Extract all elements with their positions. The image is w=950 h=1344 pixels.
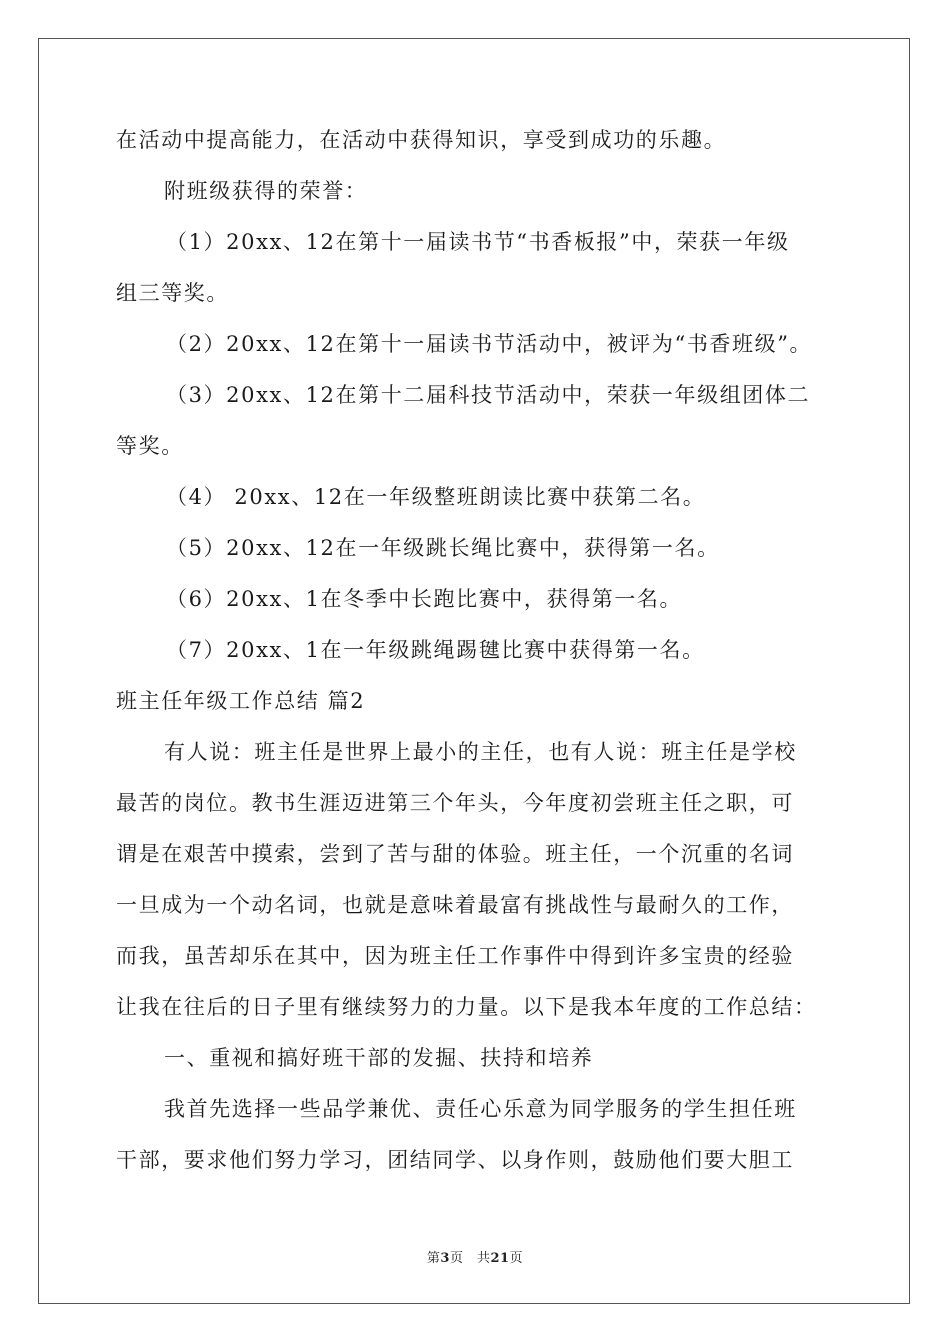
paragraph-line: 最苦的岗位。教书生涯迈进第三个年头，今年度初尝班主任之职，可 [116, 791, 794, 815]
paragraph-line: 而我，虽苦却乐在其中，因为班主任工作事件中得到许多宝贵的经验 [116, 944, 794, 968]
honor-item: （1）20xx、12在第十一届读书节“书香板报”中，荣获一年级 [166, 230, 790, 254]
honor-item: （7）20xx、1在一年级跳绳踢毽比赛中获得第一名。 [166, 638, 705, 662]
paragraph-line: 在活动中提高能力，在活动中获得知识，享受到成功的乐趣。 [116, 128, 727, 152]
section-title: 班主任年级工作总结 篇2 [116, 689, 366, 713]
footer-suffix: 页 [509, 1251, 524, 1266]
honor-item: （5）20xx、12在一年级跳长绳比赛中，获得第一名。 [166, 536, 720, 560]
honor-item: （6）20xx、1在冬季中长跑比赛中，获得第一名。 [166, 587, 683, 611]
paragraph-line: 让我在往后的日子里有继续努力的力量。以下是我本年度的工作总结： [116, 995, 817, 1019]
page-number: 3 [440, 1251, 450, 1266]
honor-item-continuation: 组三等奖。 [116, 281, 229, 305]
paragraph-line: 干部，要求他们努力学习，团结同学、以身作则，鼓励他们要大胆工 [116, 1148, 794, 1172]
paragraph-line: 谓是在艰苦中摸索，尝到了苦与甜的体验。班主任，一个沉重的名词 [116, 842, 794, 866]
total-pages: 21 [490, 1251, 510, 1266]
honors-heading: 附班级获得的荣誉： [164, 179, 368, 203]
honor-item-continuation: 等奖。 [116, 434, 184, 458]
honor-item: （2）20xx、12在第十一届读书节活动中，被评为“书香班级”。 [166, 332, 813, 356]
footer-mid: 页 共 [449, 1251, 491, 1266]
honor-item: （4） 20xx、12在一年级整班朗读比赛中获第二名。 [166, 485, 706, 509]
subsection-heading: 一、重视和搞好班干部的发掘、扶持和培养 [164, 1046, 594, 1070]
page-footer [0, 1247, 950, 1266]
footer-prefix: 第 [426, 1251, 441, 1266]
paragraph-line: 我首先选择一些品学兼优、责任心乐意为同学服务的学生担任班 [164, 1097, 797, 1121]
paragraph-line: 一旦成为一个动名词，也就是意味着最富有挑战性与最耐久的工作， [116, 893, 794, 917]
honor-item: （3）20xx、12在第十二届科技节活动中，荣获一年级组团体二 [166, 383, 811, 407]
document-body [116, 128, 836, 1199]
paragraph-line: 有人说：班主任是世界上最小的主任，也有人说：班主任是学校 [164, 740, 797, 764]
